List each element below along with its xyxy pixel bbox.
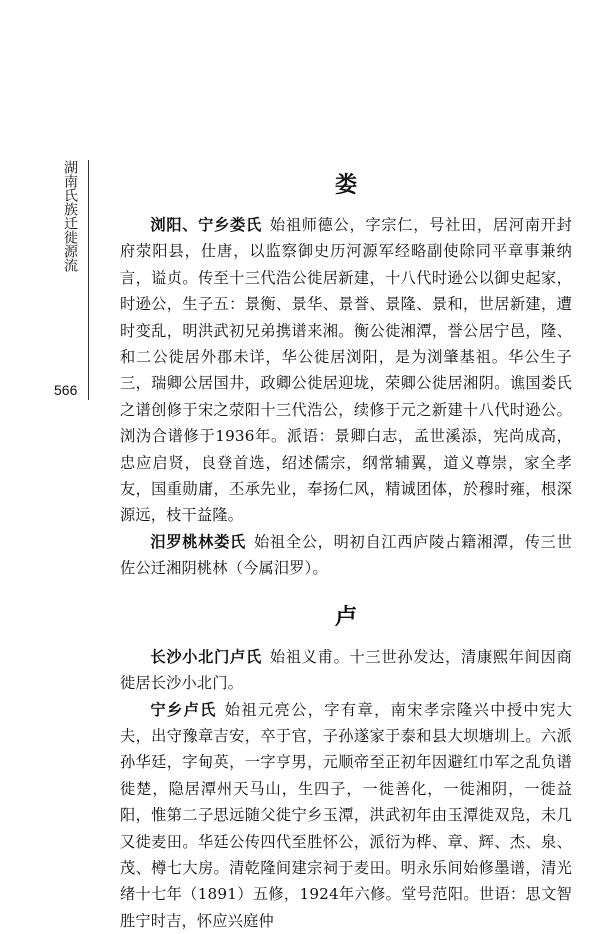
- clan-name: 长沙小北门卢氏: [150, 648, 262, 666]
- entry-text: 始祖师德公，字宗仁，号社田，居河南开封府荥阳县，仕唐，以监察御史历河源军经略副使除同平章事兼纳言，谥贞。传至十三代浩公徙居新建，十八代时逊公以御史起家，时逊公，生子五：景衡、景华、景誉、景隆、景和，世居新建，遭时变乱，明洪武初兄弟携谱来湘。衡公徙湘潭，誉公居宁邑，隆、和二公徙居外郡未详，华公徙居浏阳，是为浏肇基祖。华公生子三，瑞卿公居国井，政卿公徙居迎垅，荣卿公徙居湘阴。谯国娄氏之谱创修于宋之荥阳十三代浩公，续修于元之新建十八代时逊公。浏沩合谱修于1936年。派语：景卿白志，孟世溪添，宪尚成高，忠应启贤，良登首选，绍述儒宗，纲常辅翼，道义尊崇，家全孝友，国重勋庸，丕承先业，奉扬仁风，精诚团体，於穆时雍，根深源远，枝干益隆。: [120, 216, 572, 524]
- page-number: 566: [54, 382, 77, 398]
- entry-text: 始祖元亮公，字有章，南宋孝宗隆兴中授中宪大夫，出守豫章吉安，卒于官，子孙遂家于泰和县大坝塘圳上。六派孙华廷，字甸英，一字亨男，元顺帝至正初年因避红巾军之乱负谱徙楚，隐居潭州天马山，生四子，一徙善化，一徙湘阴，一徙益阳，惟第二子思远随父徙宁乡玉潭，洪武初年由玉潭徙双凫，未几又徙麦田。华廷公传四代至胜怀公，派衍为桦、章、辉、杰、泉、茂、樽七大房。清乾隆间建宗祠于麦田。明永乐间始修墨谱，清光绪十七年（1891）五修，1924年六修。堂号范阳。世语：思文智胜宁时吉，怀应兴庭仲: [120, 701, 572, 930]
- section-heading-lu: 卢: [120, 604, 572, 632]
- page-body: [120, 172, 572, 934]
- entry-paragraph: [120, 644, 572, 697]
- margin-rule: [88, 160, 89, 400]
- entry-paragraph: [120, 529, 572, 582]
- running-title: 湖南氏族迁徙源流: [62, 160, 78, 272]
- section-gap: [120, 582, 572, 604]
- entry-text: 始祖全公，明初自江西庐陵占籍湘潭，传三世佐公迁湘阴桃林（今属汨罗）。: [120, 533, 572, 577]
- clan-name: 汨罗桃林娄氏: [150, 533, 246, 551]
- entry-paragraph: [120, 212, 572, 529]
- entry-paragraph: [120, 697, 572, 934]
- clan-name: 浏阳、宁乡娄氏: [150, 216, 262, 234]
- section-heading-lou: 娄: [120, 172, 572, 200]
- entry-text: 始祖义甫。十三世孙发达，清康熙年间因商徙居长沙小北门。: [120, 648, 572, 692]
- clan-name: 宁乡卢氏: [150, 701, 216, 719]
